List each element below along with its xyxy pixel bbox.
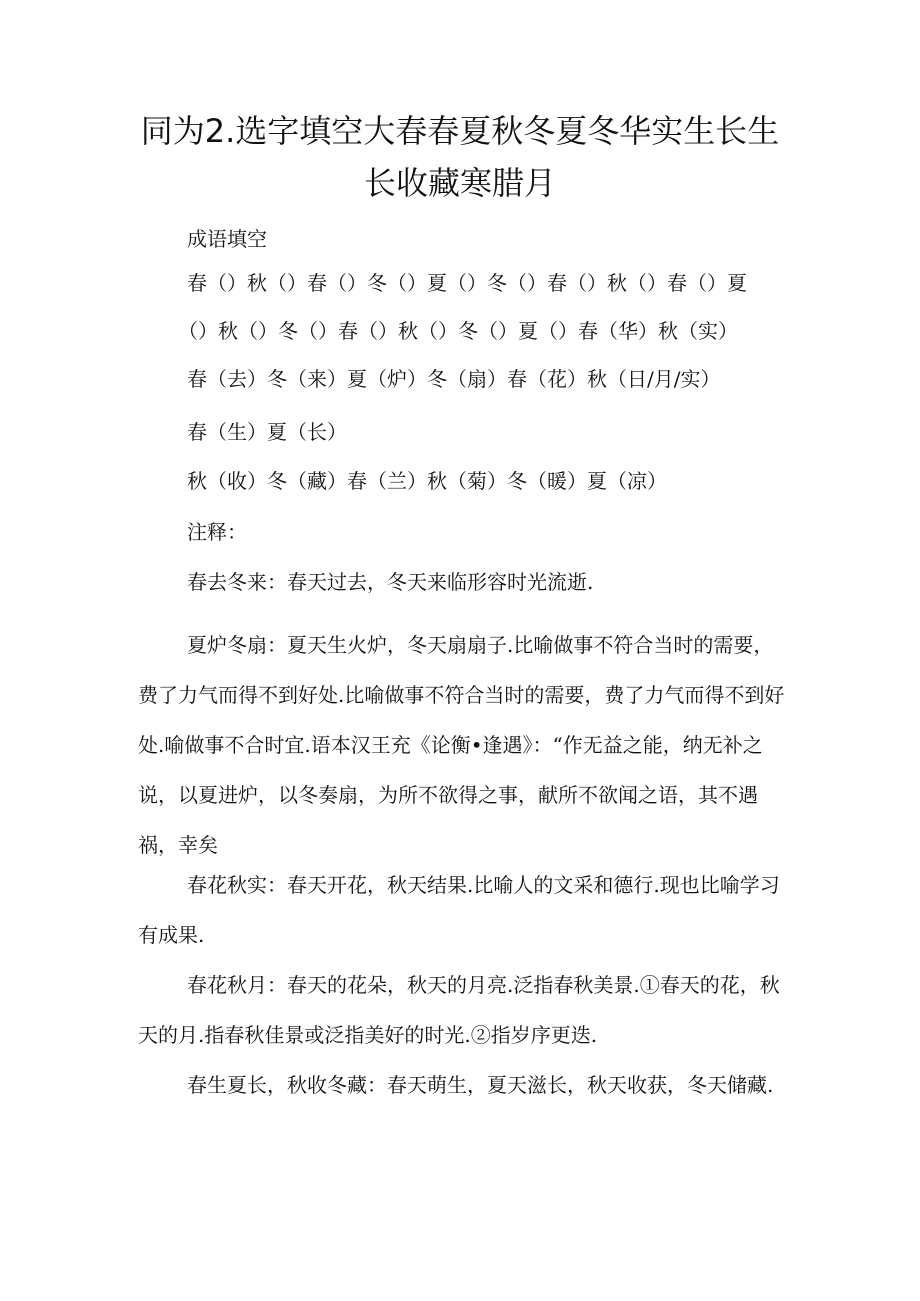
note-paragraph: 春生夏长，秋收冬藏：春天萌生，夏天滋长，秋天收获，冬天储藏.: [187, 1073, 774, 1097]
fill-line: 春（生）夏（长）: [187, 420, 347, 444]
note-paragraph: 春花秋月：春天的花朵，秋天的月亮.泛指春秋美景.①春天的花，秋天的月.指春秋佳景或泛指美好的时光.②指岁序更迭.: [138, 973, 780, 1047]
fill-line: （）秋（）冬（）春（）秋（）冬（）夏（）春（华）秋（实）: [178, 319, 738, 343]
section-label: 成语填空: [187, 227, 267, 251]
note-paragraph: 春去冬来：春天过去，冬天来临形容时光流逝.: [187, 570, 594, 594]
fill-line: 春（去）冬（来）夏（炉）冬（扇）春（花）秋（日/月/实）: [187, 367, 721, 391]
document-title-line-1: 同为2.选字填空大春春夏秋冬夏冬华实生长生: [140, 112, 780, 150]
notes-label: 注释：: [187, 520, 247, 544]
note-paragraph: 夏炉冬扇：夏天生火炉，冬天扇扇子.比喻做事不符合当时的需要，费了力气而得不到好处.比喻做事不符合当时的需要，费了力气而得不到好处.喻做事不合时宜.语本汉王充《论衡•逢遇》：“作无益之能，纳无补之说，以夏进炉，以冬奏扇，为所不欲得之事，献所不欲闻之语，其不遇祸，幸矣: [138, 633, 785, 857]
note-paragraph: 春花秋实：春天开花，秋天结果.比喻人的文采和德行.现也比喻学习有成果.: [138, 873, 780, 947]
document-title-line-2: 长收藏寒腊月: [363, 164, 556, 202]
fill-line: 秋（收）冬（藏）春（兰）秋（菊）冬（暖）夏（凉）: [187, 469, 667, 493]
fill-line: 春（）秋（）春（）冬（）夏（）冬（）春（）秋（）春（）夏: [187, 271, 747, 295]
